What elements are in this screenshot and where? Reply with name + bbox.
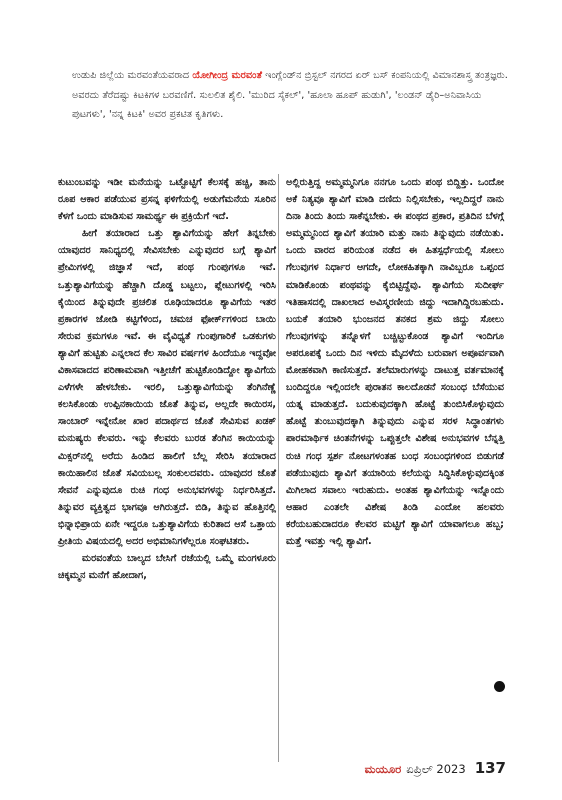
- bio-text-start: ಉಡುಪಿ ಜಿಲ್ಲೆಯ ಮರವಂತೆಯವರಾದ: [72, 70, 193, 81]
- paragraph: ಅಲ್ಲಿರುತ್ತಿದ್ದ ಅಮ್ಮಮ್ಮನಿಗೂ ನನಗೂ ಒಂದು ಪಂಥ ಬಿದ್ದಿತ್ತು. ಒಂದೋ ಅಕೆ ನಿತ್ಯವೂ ಶ್ಯಾವಿಗೆ ಮಾಡಿ ದಣಿದು ನಿಲ್ಲಿಸಬೇಕು, ಇಲ್ಲದಿದ್ದರೆ ನಾನು ದಿನಾ ತಿಂದು ತಿಂದು ಸಾಕೆನ್ನಬೇಕು. ಈ ಪಂಥದ ಪ್ರಕಾರ, ಪ್ರತಿದಿನ ಬೆಳಗ್ಗೆ ಅಮ್ಮಮ್ಮನಿಂದ ಶ್ಯಾವಿಗೆ ತಯಾರಿ ಮತ್ತು ನಾನು ತಿನ್ನುವುದು ನಡೆಯಿತು. ಒಂದು ವಾರದ ಪರಿಯಂತ ನಡೆದ ಈ ಹಿತಸ್ಪರ್ಧೆಯಲ್ಲಿ ಸೋಲು ಗೆಲುವುಗಳ ನಿರ್ಧಾರ ಆಗದೇ, ಲೋಕಹಿತಕ್ಕಾಗಿ ನಾವಿಬ್ಬರೂ ಒಪ್ಪಂದ ಮಾಡಿಕೊಂಡು ಪಂಥವನ್ನು ಕೈಬಿಟ್ಟಿದ್ದೆವು. ಶ್ಯಾವಿಗೆಯ ಸುದೀರ್ಘ ಇತಿಹಾಸದಲ್ಲಿ ದಾಖಲಾದ ಅವಿಸ್ಮರಣೀಯ ಜಿದ್ದು ಇದಾಗಿದ್ದಿರಬಹುದು. ಬಯಕೆ ತಯಾರಿ ಭುಂಜನದ ತನಕದ ಶ್ರಮ ಜಿದ್ದು ಸೋಲು ಗೆಲುವುಗಳನ್ನು ತನ್ನೊಳಗೆ ಬಚ್ಚಿಟ್ಟುಕೊಂಡ ಶ್ಯಾವಿಗೆ ಇಂದಿಗೂ ಅಪರೂಪಕ್ಕೆ ಒಂದು ದಿನ ಇಳಿದು ಮೈದಳೆದು ಬರುವಾಗ ಅಪೂರ್ವವಾಗಿ ಮೋಹಕವಾಗಿ ಕಾಣಿಸುತ್ತದೆ. ತಲೆಮಾರುಗಳನ್ನು ದಾಟುತ್ತ ವರ್ತಮಾನಕ್ಕೆ ಬಂದಿದ್ದರೂ ಇಲ್ಲಿಂದಲೇ ಪುರಾತನ ಕಾಲದೊಡನೆ ಸಂಬಂಧ ಬೆಸೆಯುವ ಯತ್ನ ಮಾಡುತ್ತದೆ. ಬದುಕುವುದಕ್ಕಾಗಿ ಹೊಟ್ಟೆ ತುಂಬಿಸಿಕೊಳ್ಳುವುದು ಹೊಟ್ಟೆ ತುಂಬುವುದಕ್ಕಾಗಿ ತಿನ್ನುವುದು ಎನ್ನುವ ಸರಳ ಸಿದ್ಧಾಂತಗಳು ಪಾರಮಾರ್ಥಿಕ ಚಿಂತನೆಗಳನ್ನು ಒಪ್ಪುತ್ತಲೇ ವಿಶೇಷ ಅನುಭವಗಳ ಬೆನ್ನತ್ತಿ ರುಚಿ ಗಂಧ ಸ್ಪರ್ಶ ನೋಟಗಳಂತಹ ಬಂಧ ಸಂಬಂಧಗಳಿಂದ ಬಿಡುಗಡೆ ಪಡೆಯುವುದು ಶ್ಯಾವಿಗೆ ತಯಾರಿಯ ಕಲೆಯನ್ನು ಸಿದ್ಧಿಸಿಕೊಳ್ಳುವುದಕ್ಕಿಂತ ಮಿಗಿಲಾದ ಸವಾಲು ಇರುಹುದು. ಅಂತಹ ಶ್ಯಾವಿಗೆಯನ್ನು ಇನ್ನೊಂದು ಆಹಾರ ಎಂತಲೇ ವಿಶೇಷ ತಿಂಡಿ ಎಂದೋ ಹಲವರು ಕರೆಯಬಹುದಾದರೂ ಕೆಲವರ ಮಟ್ಟಿಗೆ ಶ್ಯಾವಿಗೆ ಯಾವಾಗಲೂ ಹಬ್ಬ; ಮತ್ತೆ ಇವತ್ತು ಇಲ್ಲಿ ಶ್ಯಾವಿಗೆ.: [286, 177, 504, 547]
- paragraph: ಕುಟುಂಬವನ್ನು ಇಡೀ ಮನೆಯನ್ನು ಒಟ್ಟೊಟ್ಟಿಗೆ ಕೆಲಸಕ್ಕೆ ಹಚ್ಚಿ, ತಾನು ರೂಪ ಆಕಾರ ಪಡೆಯುವ ಪ್ರಸನ್ನ ಫಳಿಗೆಯಲ್ಲಿ ಅಡುಗೆಮನೆಯ ಸೂರಿನ ಕೆಳಗೆ ಒಂದು ಮಾಡಿಸುವ ಸಾಮರ್ಥ್ಯ ಈ ಪ್ರಕ್ರಿಯೆಗೆ ಇದೆ.: [58, 177, 276, 223]
- article-end-mark: [494, 681, 505, 692]
- bio-text-rest: ಇಂಗ್ಲೆಂಡ್‌ನ ಬ್ರಿಸ್ಟಲ್ ನಗರದ ಏರ್ ಬಸ್ ಕಂಪನಿಯಲ್ಲಿ ವಿಮಾನಶಾಸ್ತ್ರ ತಂತ್ರಜ್ಞರು. ಅವರದು ತೆರೆದಷ್ಟು ಕಿಟಕಿಗಳ ಬರವಣಿಗೆ. ಸುಲಲಿತ ಶೈಲಿ. 'ಮುರಿದ ಸೈಕಲ್', 'ಹೂಲಾ ಹೂಪ್ ಹುಡುಗಿ', 'ಲಂಡನ್ ಡೈರಿ–ಅನಿವಾಸಿಯ ಪುಟಗಳು', 'ನನ್ನ ಕಿಟಕಿ' ಅವರ ಪ್ರಕಟಿತ ಕೃತಿಗಳು.: [72, 70, 508, 120]
- article-column-right: [286, 174, 504, 550]
- page-number: 137: [474, 759, 506, 777]
- column-divider: [278, 174, 279, 762]
- paragraph: ಹೀಗೆ ತಯಾರಾದ ಒತ್ತು ಶ್ಯಾವಿಗೆಯನ್ನು ಹೇಗೆ ತಿನ್ನಬೇಕು ಯಾವುದರ ಸಾನಿಧ್ಯದಲ್ಲಿ ಸೇವಿಸಬೇಕು ಎನ್ನುವುದರ ಬಗ್ಗೆ ಶ್ಯಾವಿಗೆ ಪ್ರೇಮಿಗಳಲ್ಲಿ ಜಿಜ್ಞಾಸೆ ಇದೆ, ಪಂಥ ಗುಂಪುಗಳೂ ಇವೆ. ಒತ್ತುಶ್ಯಾವಿಗೆಯನ್ನು ಹೆಚ್ಚಾಗಿ ದೊಡ್ಡ ಬಟ್ಟಲು, ಪ್ಲೇಟುಗಳಲ್ಲಿ ಇರಿಸಿ ಕೈಯಿಂದ ತಿನ್ನುವುದೇ ಪ್ರಚಲಿತ ರೂಢಿಯಾದರೂ ಶ್ಯಾವಿಗೆಯ ಇತರ ಪ್ರಕಾರಗಳ ಜೋಡಿ ಕಟ್ಟಿಗೆಳಿಂದ, ಚಮಚ ಫೋರ್ಕ್‌ಗಳಿಂದ ಬಾಯಿ ಸೇರುವ ಕ್ರಮಗಳೂ ಇವೆ. ಈ ವೈವಿಧ್ಯತೆ ಗುಂಪುಗಾರಿಕೆ ಒಡಕುಗಳು ಶ್ಯಾವಿಗೆ ಹುಟ್ಟಿತು ಎನ್ನಲಾದ ಕೆಲ ಸಾವಿರ ವರ್ಷಗಳ ಹಿಂದೆಯೂ ಇದ್ದವೋ ವಿಕಾಸವಾದದ ಪರಿಣಾಮವಾಗಿ ಇತ್ತೀಚೆಗೆ ಹುಟ್ಟಿಕೊಂಡಿದ್ದೋ ಶ್ಯಾವಿಗೆಯ ಎಳೆಗಳೇ ಹೇಳಬೇಕು. ಇರಲಿ, ಒತ್ತುಶ್ಯಾವಿಗೆಯನ್ನು ತೆಂಗಿನೆಣ್ಣೆ ಕಲಸಿಕೊಂಡು ಉಪ್ಪಿನಕಾಯಿಯ ಜೊತೆ ತಿನ್ನುವ, ಅಲ್ಲದೇ ಕಾಯಿರಸ, ಸಾಂಬಾರ್ ಇನ್ನೇನೋ ಖಾರ ಪದಾರ್ಥದ ಜೊತೆ ಸೇವಿಸುವ ಖಡಕ್ ಮನುಷ್ಯರು ಕೆಲವರು. ಇನ್ನು ಕೆಲವರು ಬುರಡ ತೆಂಗಿನ ಕಾಯಿಯನ್ನು ಮಿಕ್ಸರ್‌ನಲ್ಲಿ ಅರೆದು ಹಿಂಡಿದ ಹಾಲಿಗೆ ಬೆಲ್ಲ ಸೇರಿಸಿ ತಯಾರಾದ ಕಾಯಿಹಾಲಿನ ಜೊತೆ ಸವಿಯಬಲ್ಲ ಸಂಕುಲದವರು. ಯಾವುದರ ಜೊತೆ ಸೇವನೆ ಎನ್ನುವುದೂ ರುಚಿ ಗಂಧ ಅನುಭವಗಳನ್ನು ನಿರ್ಧರಿಸಿತ್ತದೆ. ತಿನ್ನುವರ ವ್ಯಕ್ತಿತ್ವದ ಭಾಗವೂ ಆಗಿರುತ್ತದೆ. ಬಿಡಿ, ತಿನ್ನುವ ಹೊತ್ತಿನಲ್ಲಿ ಭಿನ್ನಾಭಿಪ್ರಾಯ ಏನೇ ಇದ್ದರೂ ಒತ್ತುಶ್ಯಾವಿಗೆಯ ಕುರಿತಾದ ಆಸೆ ಒತ್ತಾಯ ಪ್ರೀತಿಯ ವಿಷಯದಲ್ಲಿ ಅದರ ಅಭಿಮಾನಿಗಳೆಲ್ಲರೂ ಸಂಘಟಿತರು.: [58, 228, 276, 547]
- article-column-left: [58, 174, 276, 584]
- author-name: ಯೋಗೀಂದ್ರ ಮರವಂತೆ: [192, 70, 263, 81]
- author-bio: [72, 66, 516, 125]
- page-footer: [365, 759, 506, 777]
- issue-date: ಏಪ್ರಿಲ್ 2023: [406, 762, 466, 776]
- paragraph: ಮರವಂತೆಯ ಬಾಲ್ಯದ ಬೇಸಿಗೆ ರಜೆಯಲ್ಲಿ ಒಮ್ಮೆ ಮಂಗಳೂರು ಚಿಕ್ಕಮ್ಮನ ಮನೆಗೆ ಹೋದಾಗ,: [58, 553, 276, 582]
- magazine-name: ಮಯೂರ: [364, 762, 402, 776]
